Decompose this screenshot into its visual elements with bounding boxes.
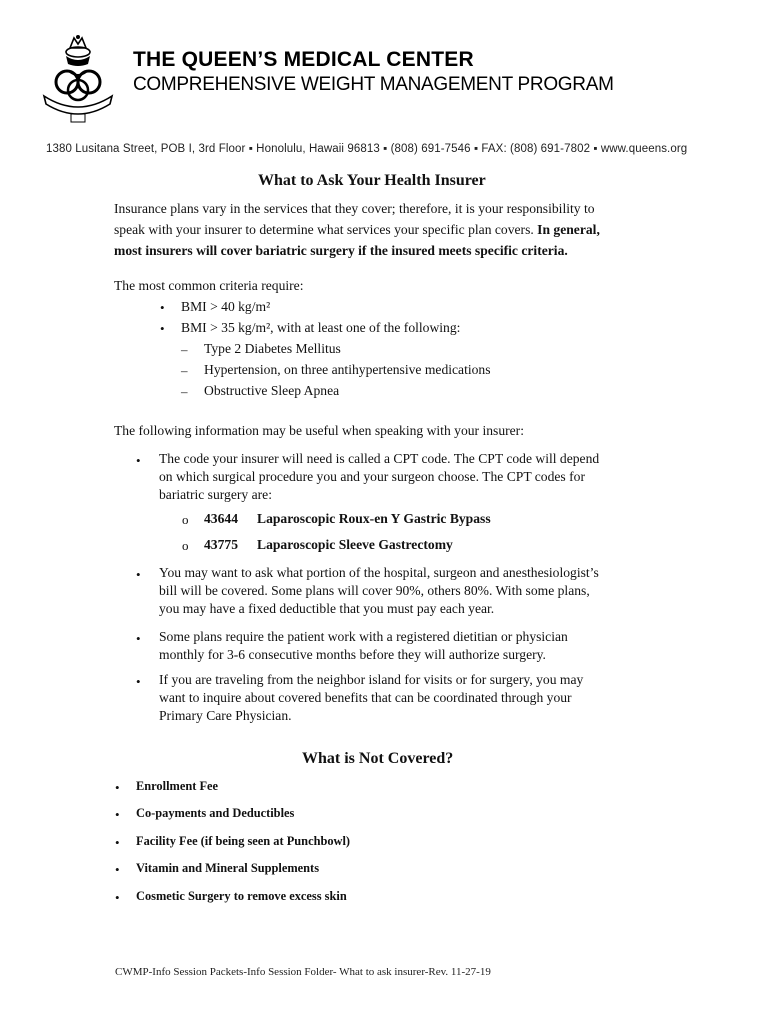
bullet-icon: •	[115, 807, 120, 822]
program-name: COMPREHENSIVE WEIGHT MANAGEMENT PROGRAM	[133, 74, 614, 95]
circle-bullet-icon: o	[182, 538, 189, 553]
criteria-item: BMI > 40 kg/m²	[181, 299, 271, 314]
cpt-procedure: Laparoscopic Roux-en Y Gastric Bypass	[257, 511, 491, 526]
condition-item: Hypertension, on three antihypertensive medications	[204, 362, 491, 377]
info-item-line: monthly for 3-6 consecutive months before they will authorize surgery.	[159, 647, 546, 662]
info-item-line: You may want to ask what portion of the hospital, surgeon and anesthesiologist’s	[159, 565, 599, 580]
queens-crest-logo	[40, 34, 116, 126]
section-title-not-covered: What is Not Covered?	[302, 750, 454, 767]
condition-item: Obstructive Sleep Apnea	[204, 383, 340, 398]
bullet-icon: •	[136, 567, 141, 582]
intro-line	[114, 219, 600, 240]
cpt-code: 43775	[204, 537, 238, 552]
info-item	[159, 564, 599, 618]
not-covered-item: Enrollment Fee	[136, 779, 219, 793]
intro-line: Insurance plans vary in the services that they cover; therefore, it is your responsibility to	[114, 201, 595, 216]
not-covered-item: Cosmetic Surgery to remove excess skin	[136, 889, 347, 903]
info-item-line: The code your insurer will need is called a CPT code. The CPT code will depend	[159, 451, 600, 466]
info-item-line: Primary Care Physician.	[159, 708, 292, 723]
criteria-item: BMI > 35 kg/m², with at least one of the following:	[181, 320, 461, 335]
cpt-procedure: Laparoscopic Sleeve Gastrectomy	[257, 537, 453, 552]
info-item	[159, 628, 568, 664]
info-item-line: If you are traveling from the neighbor island for visits or for surgery, you may	[159, 672, 584, 687]
dash-icon: –	[181, 342, 188, 357]
info-item-line: want to inquire about covered benefits that can be coordinated through your	[159, 690, 572, 705]
condition-item: Type 2 Diabetes Mellitus	[204, 341, 341, 356]
not-covered-item: Co-payments and Deductibles	[136, 806, 295, 820]
intro-paragraph	[114, 198, 600, 261]
info-intro: The following information may be useful when speaking with your insurer:	[114, 423, 524, 438]
bullet-icon: •	[160, 321, 165, 336]
intro-text: speak with your insurer to determine what services your specific plan covers.	[114, 222, 538, 237]
circle-bullet-icon: o	[182, 512, 189, 527]
footer-revision: CWMP-Info Session Packets-Info Session Folder- What to ask insurer-Rev. 11-27-19	[115, 966, 491, 978]
bullet-icon: •	[115, 890, 120, 905]
info-item-line: Some plans require the patient work with a registered dietitian or physician	[159, 629, 568, 644]
cpt-code-item	[204, 537, 453, 553]
info-item	[159, 450, 599, 504]
bullet-icon: •	[136, 674, 141, 689]
not-covered-item: Facility Fee (if being seen at Punchbowl)	[136, 834, 351, 848]
cpt-code-item	[204, 511, 491, 527]
org-name: THE QUEEN’S MEDICAL CENTER	[133, 48, 474, 71]
section-title-insurer: What to Ask Your Health Insurer	[258, 172, 486, 189]
address-line: 1380 Lusitana Street, POB I, 3rd Floor ▪ Honolulu, Hawaii 96813 ▪ (808) 691-7546 ▪ FAX: (808) 691-7802 ▪ www.queens.org	[46, 143, 688, 155]
bullet-icon: •	[136, 631, 141, 646]
bullet-icon: •	[136, 453, 141, 468]
bullet-icon: •	[115, 780, 120, 795]
not-covered-item: Vitamin and Mineral Supplements	[136, 861, 320, 875]
intro-emphasis: In general,	[537, 222, 600, 237]
info-item-line: bariatric surgery are:	[159, 487, 272, 502]
info-item-line: bill will be covered. Some plans will cover 90%, others 80%. With some plans,	[159, 583, 590, 598]
intro-line-bold: most insurers will cover bariatric surgery if the insured meets specific criteria.	[114, 243, 568, 258]
info-item-line: on which surgical procedure you and your surgeon choose. The CPT codes for	[159, 469, 585, 484]
info-item-line: you may have a fixed deductible that you must pay each year.	[159, 601, 495, 616]
bullet-icon: •	[160, 300, 165, 315]
dash-icon: –	[181, 384, 188, 399]
dash-icon: –	[181, 363, 188, 378]
bullet-icon: •	[115, 835, 120, 850]
cpt-code: 43644	[204, 511, 238, 526]
criteria-intro: The most common criteria require:	[114, 278, 304, 293]
info-item	[159, 671, 583, 725]
bullet-icon: •	[115, 862, 120, 877]
